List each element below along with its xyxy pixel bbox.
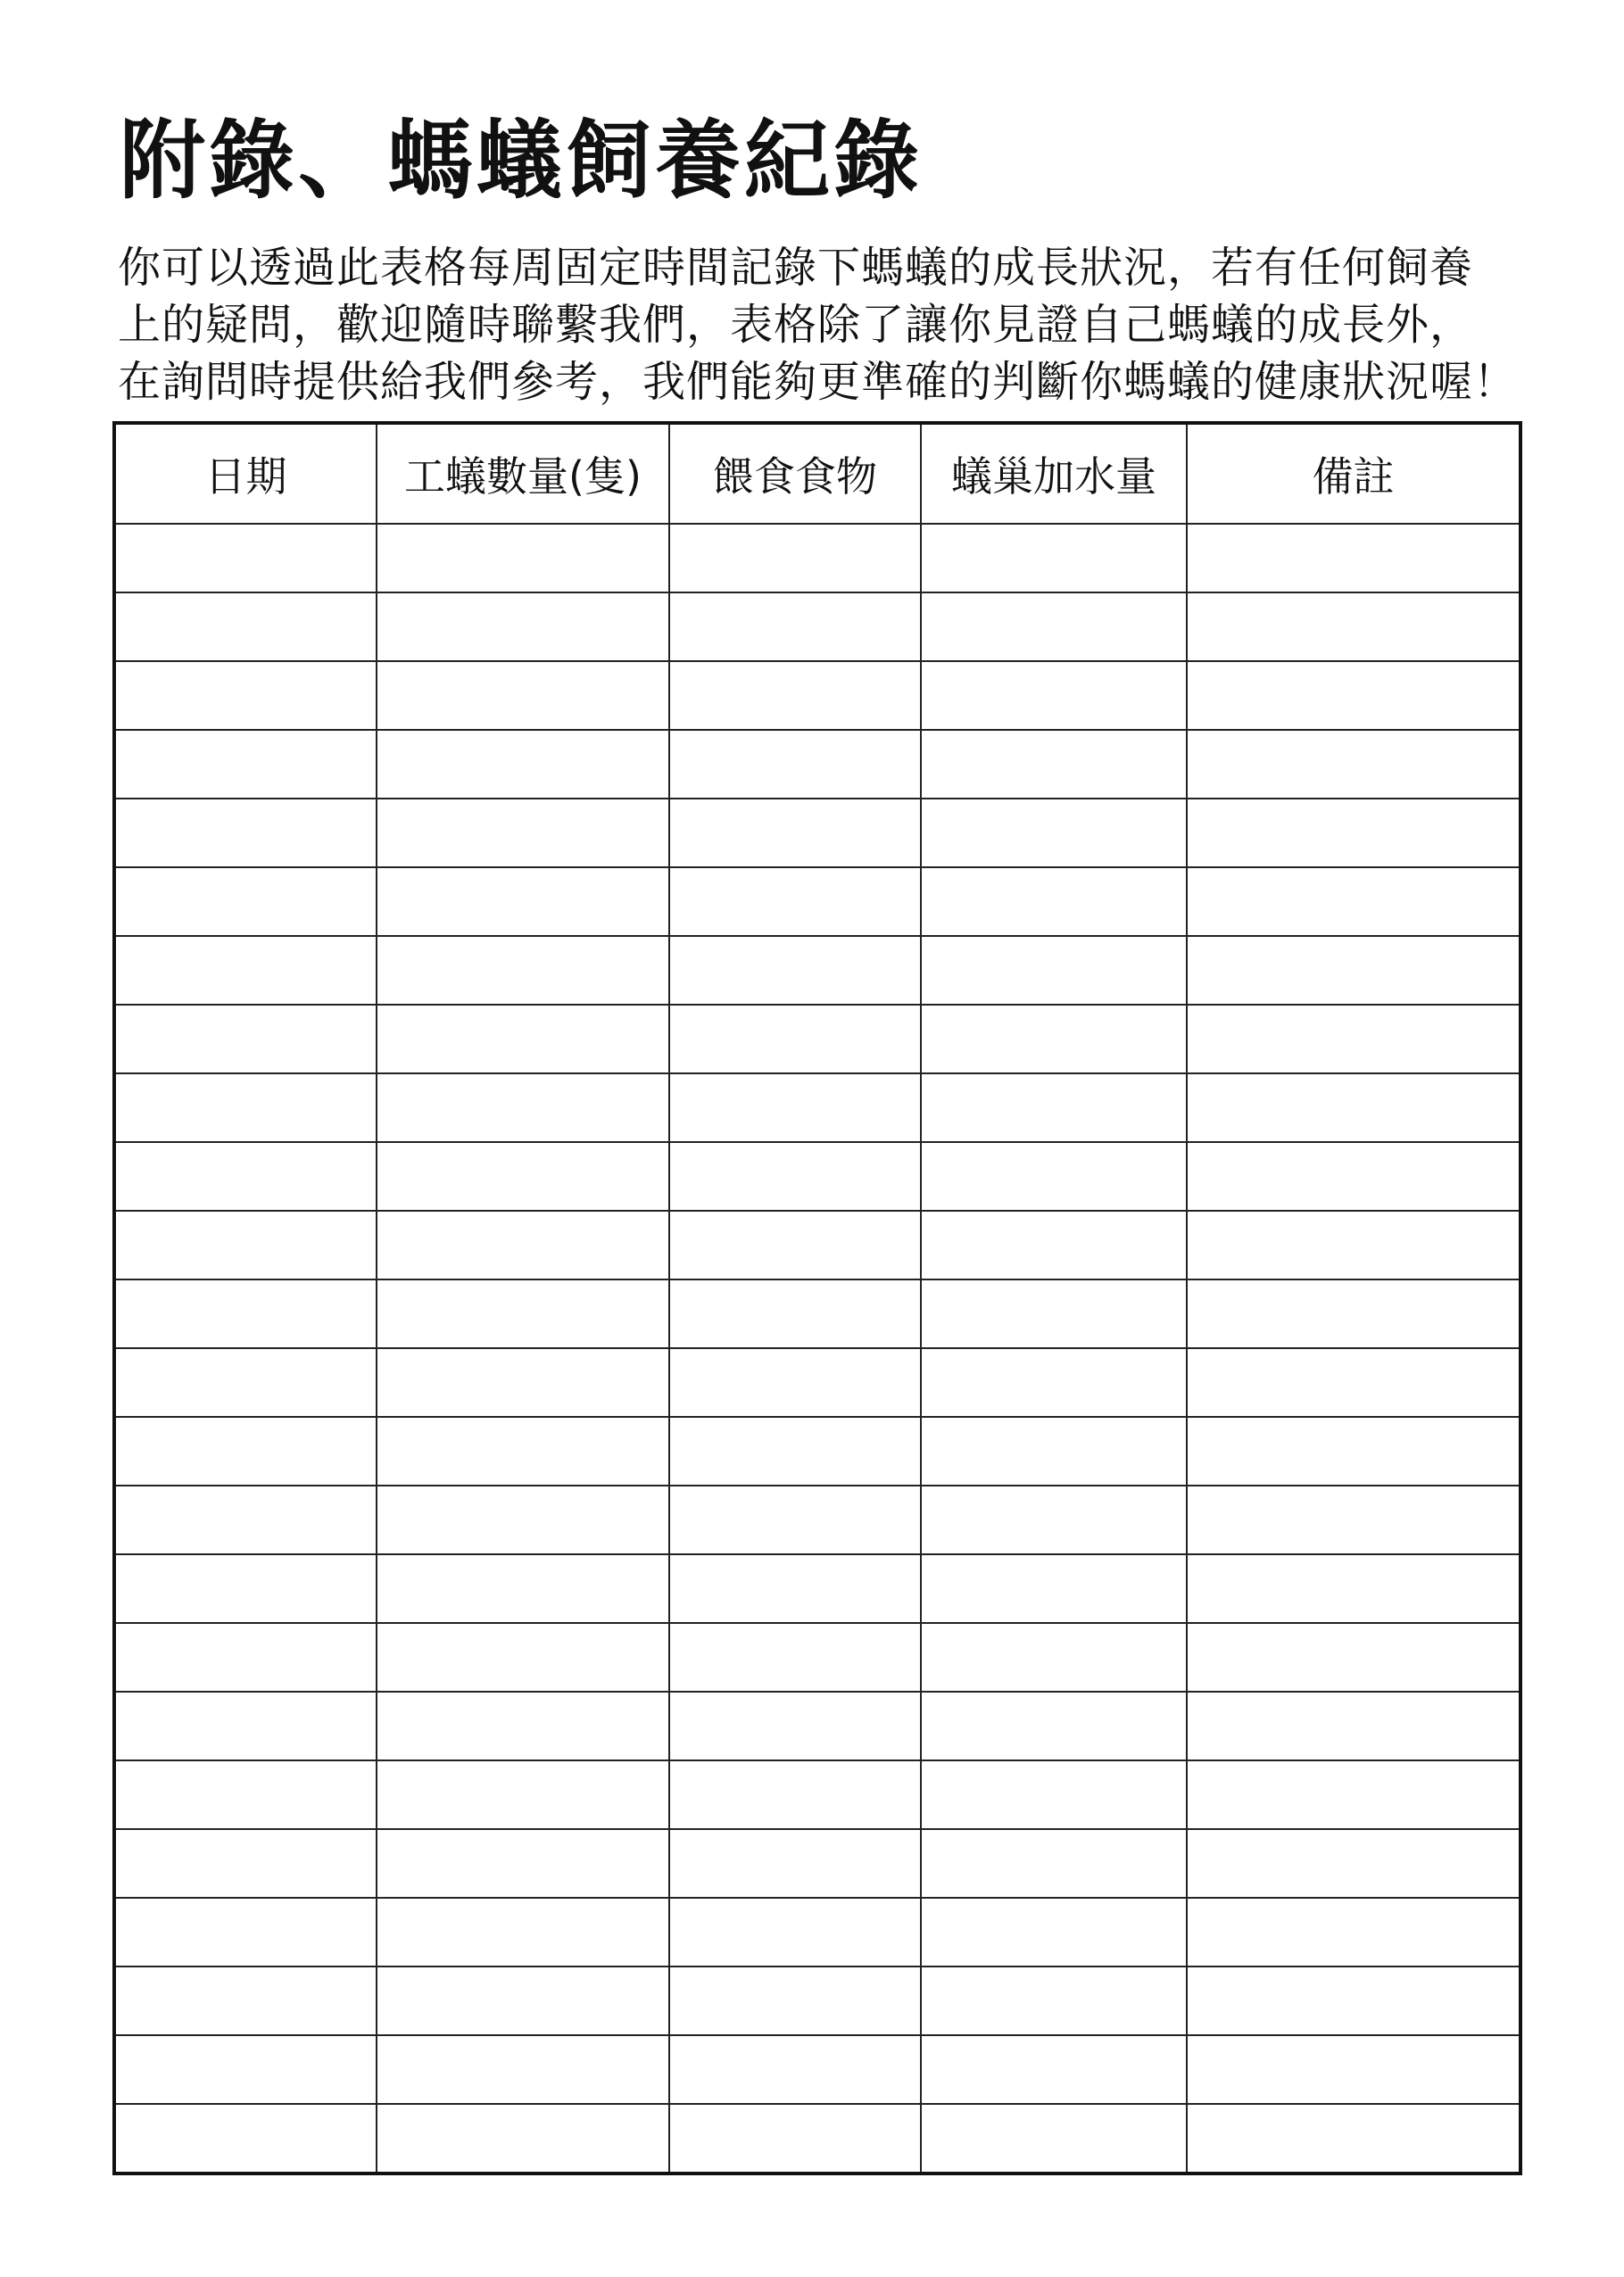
table-cell — [1187, 1554, 1520, 1623]
table-cell — [377, 730, 669, 799]
table-cell — [1187, 1760, 1520, 1829]
table-cell — [377, 524, 669, 592]
table-cell — [669, 1417, 921, 1486]
table-cell — [669, 867, 921, 936]
table-row — [114, 2035, 1520, 2104]
table-row — [114, 1348, 1520, 1417]
table-cell — [921, 799, 1187, 867]
table-cell — [921, 1554, 1187, 1623]
table-cell — [114, 661, 377, 730]
table-row — [114, 936, 1520, 1005]
table-row — [114, 799, 1520, 867]
table-cell — [114, 1417, 377, 1486]
intro-line: 上的疑問，歡迎隨時聯繫我們，表格除了讓你見證自己螞蟻的成長外， — [118, 300, 1474, 350]
table-cell — [1187, 2035, 1520, 2104]
table-cell — [377, 1348, 669, 1417]
table-cell — [669, 2104, 921, 2174]
table-cell — [669, 1760, 921, 1829]
table-cell — [377, 592, 669, 661]
table-cell — [114, 524, 377, 592]
table-cell — [1187, 2104, 1520, 2174]
table-cell — [1187, 1211, 1520, 1279]
table-row — [114, 1554, 1520, 1623]
table-cell — [377, 1486, 669, 1554]
table-cell — [114, 2104, 377, 2174]
table-cell — [114, 1348, 377, 1417]
table-cell — [921, 1279, 1187, 1348]
table-cell — [114, 936, 377, 1005]
table-cell — [921, 1211, 1187, 1279]
table-cell — [921, 2035, 1187, 2104]
table-cell — [669, 730, 921, 799]
table-row — [114, 524, 1520, 592]
table-cell — [114, 1211, 377, 1279]
table-cell — [114, 867, 377, 936]
table-cell — [1187, 1073, 1520, 1142]
table-cell — [921, 1898, 1187, 1966]
table-cell — [377, 1005, 669, 1073]
table-body — [114, 524, 1520, 2174]
table-cell — [114, 1554, 377, 1623]
intro-line: 在詢問時提供給我們參考，我們能夠更準確的判斷你螞蟻的健康狀況喔！ — [118, 357, 1518, 407]
table-cell — [1187, 1486, 1520, 1554]
header-food-fed: 餵食食物 — [669, 423, 921, 524]
table-cell — [1187, 1966, 1520, 2035]
table-cell — [669, 1348, 921, 1417]
table-cell — [921, 524, 1187, 592]
table-cell — [114, 730, 377, 799]
table-cell — [377, 1279, 669, 1348]
table-cell — [377, 2104, 669, 2174]
table-cell — [377, 1623, 669, 1692]
table-cell — [669, 1073, 921, 1142]
table-row — [114, 730, 1520, 799]
table-cell — [114, 592, 377, 661]
intro-paragraph — [118, 239, 1563, 410]
table-header-row — [114, 423, 1520, 524]
intro-line: 你可以透過此表格每周固定時間記錄下螞蟻的成長狀況，若有任何飼養 — [118, 243, 1474, 293]
table-cell — [1187, 1898, 1520, 1966]
table-row — [114, 661, 1520, 730]
table-cell — [114, 1760, 377, 1829]
table-cell — [669, 1486, 921, 1554]
table-cell — [114, 2035, 377, 2104]
table-cell — [669, 1142, 921, 1211]
table-cell — [114, 1073, 377, 1142]
header-date: 日期 — [114, 423, 377, 524]
table-cell — [1187, 1279, 1520, 1348]
table-cell — [114, 1005, 377, 1073]
table-row — [114, 867, 1520, 936]
table-cell — [669, 1898, 921, 1966]
table-cell — [377, 661, 669, 730]
table-cell — [921, 1829, 1187, 1898]
table-cell — [921, 1486, 1187, 1554]
table-cell — [669, 592, 921, 661]
table-cell — [921, 592, 1187, 661]
table-cell — [1187, 1692, 1520, 1760]
table-cell — [669, 661, 921, 730]
table-cell — [114, 1623, 377, 1692]
table-row — [114, 592, 1520, 661]
table-cell — [114, 1142, 377, 1211]
table-cell — [1187, 1142, 1520, 1211]
table-cell — [377, 1417, 669, 1486]
table-cell — [377, 867, 669, 936]
table-cell — [921, 936, 1187, 1005]
table-row — [114, 2104, 1520, 2174]
table-cell — [377, 1898, 669, 1966]
table-cell — [1187, 1348, 1520, 1417]
table-row — [114, 1279, 1520, 1348]
table-cell — [1187, 1623, 1520, 1692]
table-cell — [1187, 1829, 1520, 1898]
table-cell — [669, 1623, 921, 1692]
table-cell — [669, 524, 921, 592]
table-cell — [1187, 730, 1520, 799]
table-row — [114, 1829, 1520, 1898]
table-cell — [114, 1486, 377, 1554]
table-row — [114, 1486, 1520, 1554]
table-row — [114, 1966, 1520, 2035]
table-cell — [669, 2035, 921, 2104]
table-cell — [669, 1279, 921, 1348]
table-cell — [669, 1554, 921, 1623]
table-cell — [114, 1966, 377, 2035]
table-cell — [921, 1142, 1187, 1211]
ant-feeding-log-table — [112, 421, 1522, 2175]
table-cell — [377, 799, 669, 867]
table-cell — [921, 1966, 1187, 2035]
table-cell — [669, 1692, 921, 1760]
table-cell — [921, 1348, 1187, 1417]
table-cell — [669, 1211, 921, 1279]
table-cell — [1187, 867, 1520, 936]
table-row — [114, 1692, 1520, 1760]
table-cell — [377, 1760, 669, 1829]
table-cell — [921, 2104, 1187, 2174]
table-cell — [1187, 1417, 1520, 1486]
header-worker-ant-count: 工蟻數量(隻) — [377, 423, 669, 524]
table-cell — [377, 1966, 669, 2035]
table-cell — [377, 936, 669, 1005]
header-notes: 備註 — [1187, 423, 1520, 524]
table-cell — [1187, 524, 1520, 592]
table-cell — [921, 1692, 1187, 1760]
table-cell — [377, 1692, 669, 1760]
table-row — [114, 1898, 1520, 1966]
table-row — [114, 1760, 1520, 1829]
table-cell — [114, 1898, 377, 1966]
table-cell — [921, 1417, 1187, 1486]
table-cell — [114, 1692, 377, 1760]
table-cell — [377, 1073, 669, 1142]
table-row — [114, 1142, 1520, 1211]
table-cell — [377, 1829, 669, 1898]
table-cell — [669, 1829, 921, 1898]
table-row — [114, 1417, 1520, 1486]
table-row — [114, 1211, 1520, 1279]
table-cell — [669, 936, 921, 1005]
table-cell — [669, 1966, 921, 2035]
table-cell — [921, 1623, 1187, 1692]
table-cell — [114, 1279, 377, 1348]
table-cell — [377, 1211, 669, 1279]
table-row — [114, 1005, 1520, 1073]
table-row — [114, 1623, 1520, 1692]
table-cell — [1187, 661, 1520, 730]
table-cell — [114, 799, 377, 867]
table-cell — [377, 2035, 669, 2104]
table-cell — [669, 799, 921, 867]
table-cell — [921, 867, 1187, 936]
table-cell — [921, 661, 1187, 730]
table-cell — [1187, 1005, 1520, 1073]
page-title: 附錄、螞蟻飼養紀錄 — [120, 111, 923, 211]
table-cell — [1187, 799, 1520, 867]
table-row — [114, 1073, 1520, 1142]
table-cell — [114, 1829, 377, 1898]
table-cell — [921, 730, 1187, 799]
table-cell — [377, 1142, 669, 1211]
table-cell — [377, 1554, 669, 1623]
table-cell — [669, 1005, 921, 1073]
table-cell — [921, 1005, 1187, 1073]
table-cell — [1187, 592, 1520, 661]
header-nest-water-amount: 蟻巢加水量 — [921, 423, 1187, 524]
table-cell — [1187, 936, 1520, 1005]
table-cell — [921, 1073, 1187, 1142]
table-cell — [921, 1760, 1187, 1829]
